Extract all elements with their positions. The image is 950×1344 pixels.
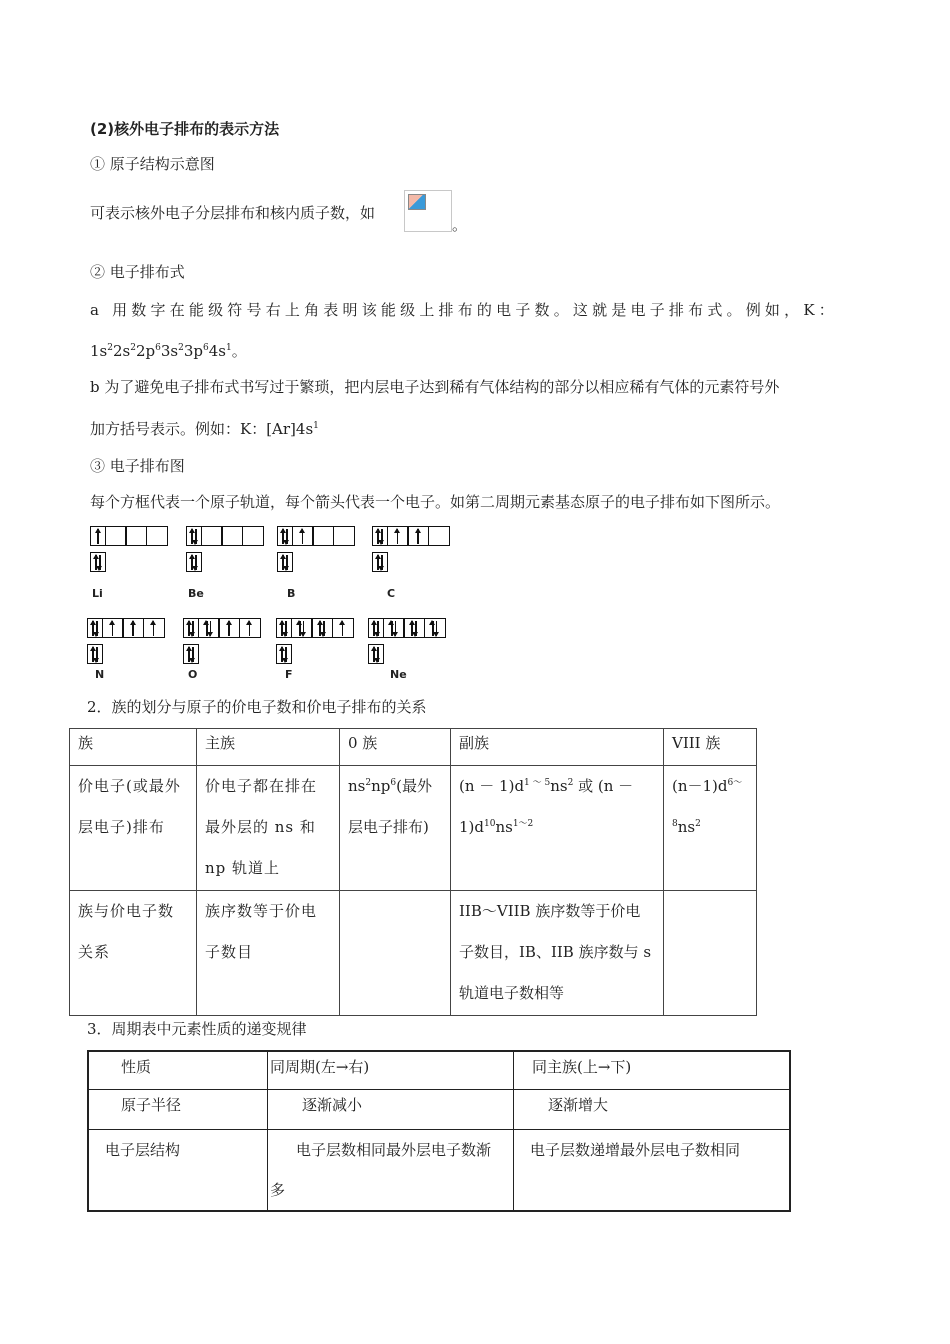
orbital-box <box>292 526 314 546</box>
item2-title: ② 电子排布式 <box>90 263 185 281</box>
element-label: O <box>188 668 198 681</box>
orbital-box <box>105 526 127 546</box>
item2-b-example: 加方括号表示。例如：K：$[Ar]4s^1$ <box>90 420 319 438</box>
spin-up-arrow <box>97 529 99 544</box>
item3-title: ③ 电子排布图 <box>90 457 185 475</box>
orbital-box <box>221 526 243 546</box>
orbital-box <box>368 644 384 664</box>
table1-cell: IIB～VIIB 族序数等于价电子数目，IB、IIB 族序数与 s 轨道电子数相等 <box>451 891 664 1016</box>
orbital-box <box>90 552 106 572</box>
orbital-box <box>403 618 425 638</box>
orbital-box <box>183 644 199 664</box>
item2-a-text: a 用数字在能级符号右上角表明该能级上排布的电子数。这就是电子排布式。例如，K： <box>90 301 838 319</box>
orbital-box <box>383 618 405 638</box>
item2-a-formula: $1s^22s^22p^63s^23p^64s^1$。 <box>90 342 247 360</box>
spin-down-arrow <box>96 621 98 636</box>
element-label: Li <box>92 587 103 600</box>
orbital-box <box>333 526 355 546</box>
element-label: B <box>287 587 296 600</box>
orbital-group-O <box>183 618 261 664</box>
spin-up-arrow <box>417 529 419 544</box>
table2-row-label: 电子层结构 <box>88 1129 268 1211</box>
spin-down-arrow <box>195 555 197 570</box>
orbital-box <box>291 618 313 638</box>
orbital-box <box>102 618 124 638</box>
table1-header: 族 <box>70 729 197 766</box>
table1-header: VIII 族 <box>664 729 757 766</box>
spin-down-arrow <box>192 621 194 636</box>
orbital-group-Li <box>90 526 168 572</box>
orbital-box <box>125 526 147 546</box>
table2-cell: 逐渐增大 <box>514 1089 791 1129</box>
table2-cell: 电子层数递增最外层电子数相同 <box>514 1129 791 1211</box>
table2-header: 性质 <box>88 1051 268 1089</box>
spin-down-arrow <box>323 621 325 636</box>
orbital-box <box>242 526 264 546</box>
item1-title: ① 原子结构示意图 <box>90 155 215 173</box>
spin-up-arrow <box>249 621 251 636</box>
spin-down-arrow <box>286 555 288 570</box>
orbital-box <box>239 618 261 638</box>
orbital-box <box>201 526 223 546</box>
table2-header: 同主族(上→下) <box>514 1051 791 1089</box>
spin-down-arrow <box>303 621 305 636</box>
spin-down-arrow <box>96 647 98 662</box>
spin-down-arrow <box>395 621 397 636</box>
item2-b-text: b 为了避免电子排布式书写过于繁琐，把内层电子达到稀有气体结构的部分以相应稀有气体的元素符号外 <box>90 378 780 396</box>
orbital-box <box>372 552 388 572</box>
orbital-box <box>311 618 333 638</box>
spin-down-arrow <box>99 555 101 570</box>
orbital-box <box>122 618 144 638</box>
spin-down-arrow <box>415 621 417 636</box>
spin-up-arrow <box>228 621 230 636</box>
orbital-box <box>146 526 168 546</box>
item3-text: 每个方框代表一个原子轨道，每个箭头代表一个电子。如第二周期元素基态原子的电子排布如下图所示。 <box>90 493 781 511</box>
spin-up-arrow <box>153 621 155 636</box>
table2-header: 同周期(左→右) <box>268 1051 514 1089</box>
table1-cell: 族序数等于价电子数目 <box>197 891 340 1016</box>
orbital-group-F <box>276 618 354 664</box>
section2-title: 2．族的划分与原子的价电子数和价电子排布的关系 <box>87 698 427 716</box>
spin-down-arrow <box>377 647 379 662</box>
element-label: F <box>285 668 293 681</box>
orbital-box <box>332 618 354 638</box>
orbital-box <box>87 644 103 664</box>
table1-cell: $ns^2np^6$(最外层电子排布) <box>340 766 451 891</box>
orbital-group-B <box>277 526 355 572</box>
table1-cell: 价电子都在排在最外层的 ns 和 np 轨道上 <box>197 766 340 891</box>
orbital-box <box>186 552 202 572</box>
spin-up-arrow <box>132 621 134 636</box>
spin-down-arrow <box>192 647 194 662</box>
orbital-box <box>198 618 220 638</box>
item1-text: 可表示核外电子分层排布和核内质子数，如 <box>90 204 376 222</box>
orbital-group-Be <box>186 526 264 572</box>
spin-down-arrow <box>285 647 287 662</box>
orbital-box <box>407 526 429 546</box>
table1-row-label: 价电子(或最外层电子)排布 <box>70 766 197 891</box>
table1-header: 主族 <box>197 729 340 766</box>
spin-down-arrow <box>285 621 287 636</box>
spin-up-arrow <box>342 621 344 636</box>
element-label: Ne <box>390 668 407 681</box>
table1-cell: $(n - 1)d^{1 \sim 5}ns^2$ 或 (n － $1)d^{10}ns^{1\sim 2}$ <box>451 766 664 891</box>
section3-title: 3．周期表中元素性质的递变规律 <box>87 1020 307 1038</box>
spin-down-arrow <box>377 621 379 636</box>
table1-row-label: 族与价电子数关系 <box>70 891 197 1016</box>
table1-cell <box>664 891 757 1016</box>
table2-cell: 逐渐减小 <box>268 1089 514 1129</box>
spin-down-arrow <box>286 529 288 544</box>
spin-down-arrow <box>381 529 383 544</box>
spin-up-arrow <box>112 621 114 636</box>
periodic-trend-table <box>87 1050 791 1212</box>
spin-up-arrow <box>302 529 304 544</box>
spin-down-arrow <box>381 555 383 570</box>
orbital-group-Ne <box>368 618 446 664</box>
spin-down-arrow <box>210 621 212 636</box>
table1-cell: $(n-1)d^{6\sim}$ $^8ns^2$ <box>664 766 757 891</box>
orbital-box <box>218 618 240 638</box>
orbital-box <box>276 644 292 664</box>
table1-header: 副族 <box>451 729 664 766</box>
orbital-box <box>312 526 334 546</box>
group-table <box>69 728 757 1016</box>
element-label: C <box>387 587 396 600</box>
orbital-group-C <box>372 526 450 572</box>
table1-cell <box>340 891 451 1016</box>
element-label: N <box>95 668 105 681</box>
table2-row-label: 原子半径 <box>88 1089 268 1129</box>
orbital-box <box>277 552 293 572</box>
orbital-box <box>143 618 165 638</box>
item1-end: 。 <box>452 216 468 234</box>
section-heading: (2)核外电子排布的表示方法 <box>90 120 280 138</box>
spin-down-arrow <box>195 529 197 544</box>
orbital-box <box>424 618 446 638</box>
orbital-group-N <box>87 618 165 664</box>
atom-structure-image <box>404 190 452 232</box>
broken-image-icon <box>408 194 426 210</box>
spin-down-arrow <box>436 621 438 636</box>
orbital-box <box>428 526 450 546</box>
orbital-box <box>387 526 409 546</box>
element-label: Be <box>188 587 204 600</box>
spin-up-arrow <box>397 529 399 544</box>
table1-header: 0 族 <box>340 729 451 766</box>
table2-cell: 电子层数相同最外层电子数渐多 <box>268 1129 514 1211</box>
